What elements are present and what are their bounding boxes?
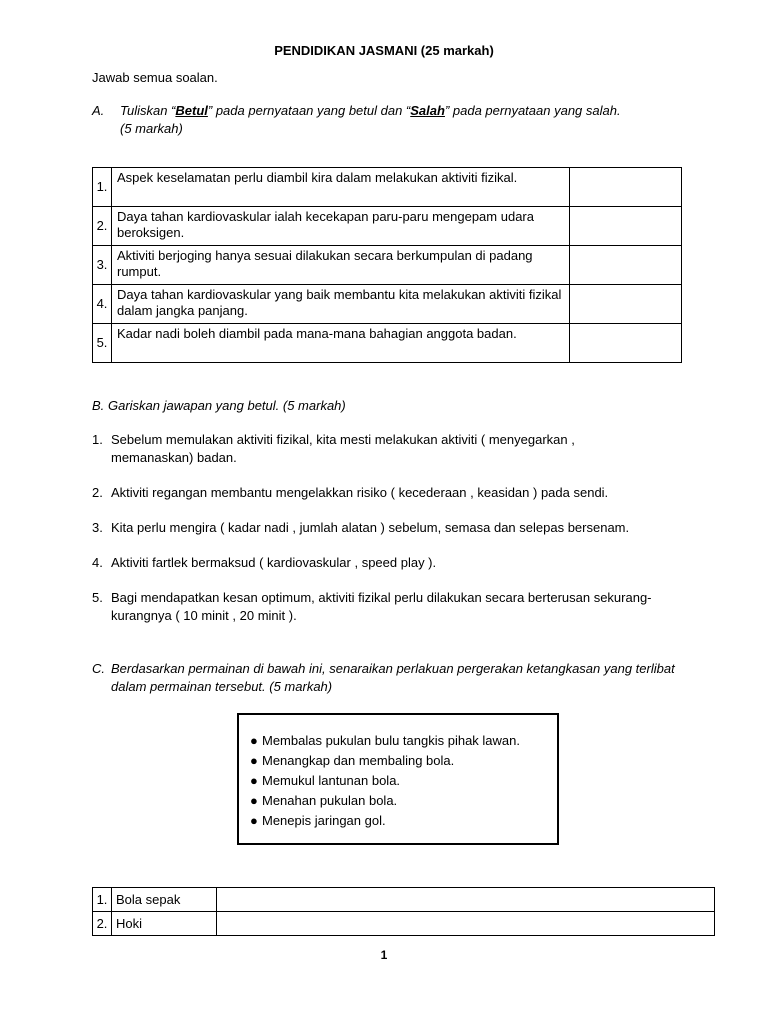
section-a-text-3: ” pada pernyataan yang salah. xyxy=(444,103,621,118)
section-a-text-2: ” pada pernyataan yang betul dan “ xyxy=(207,103,411,118)
question-number: 2. xyxy=(92,485,103,500)
option-text: Menepis jaringan gol. xyxy=(262,813,386,828)
option-text: Membalas pukulan bulu tangkis pihak lawan. xyxy=(262,733,520,748)
row-number: 1. xyxy=(93,888,112,912)
games-table xyxy=(92,887,715,936)
question-item xyxy=(92,589,712,627)
section-a-text-1: Tuliskan “ xyxy=(120,103,176,118)
game-name: Bola sepak xyxy=(112,888,217,912)
true-false-table xyxy=(92,167,682,363)
section-a-instruction xyxy=(120,102,690,138)
table-row xyxy=(93,246,682,285)
row-number: 4. xyxy=(93,285,112,324)
table-row xyxy=(93,888,715,912)
bullet-icon: ● xyxy=(250,813,258,828)
answer-cell[interactable] xyxy=(570,246,682,285)
answer-cell[interactable] xyxy=(570,168,682,207)
question-item xyxy=(92,519,712,539)
statement-text: Daya tahan kardiovaskular ialah kecekapan paru-paru mengepam udara beroksigen. xyxy=(112,207,570,246)
section-a-heading xyxy=(92,102,712,142)
section-b-heading xyxy=(92,397,712,417)
row-number: 2. xyxy=(93,912,112,936)
answer-cell[interactable] xyxy=(570,324,682,363)
true-word: Betul xyxy=(175,103,208,118)
list-item xyxy=(250,791,557,811)
false-word: Salah xyxy=(410,103,445,118)
row-number: 3. xyxy=(93,246,112,285)
list-item xyxy=(250,731,557,751)
section-b-instruction: Gariskan jawapan yang betul. (5 markah) xyxy=(108,398,346,413)
statement-text: Daya tahan kardiovaskular yang baik membantu kita melakukan aktiviti fizikal dalam jangka panjang. xyxy=(112,285,570,324)
question-text: Bagi mendapatkan kesan optimum, aktiviti fizikal perlu dilakukan secara berterusan sekurang-kurangnya ( 10 minit , 20 minit ). xyxy=(111,590,652,623)
table-row xyxy=(93,285,682,324)
section-b-label: B. xyxy=(92,398,105,413)
section-a-label: A. xyxy=(92,103,105,118)
page-title: PENDIDIKAN JASMANI (25 markah) xyxy=(274,43,494,58)
question-text: Aktiviti fartlek bermaksud ( kardiovaskular , speed play ). xyxy=(111,555,437,570)
bullet-icon: ● xyxy=(250,733,258,748)
question-item xyxy=(92,554,712,574)
instruction-text: Jawab semua soalan. xyxy=(92,70,218,85)
list-item xyxy=(250,811,557,831)
question-number: 1. xyxy=(92,432,103,447)
answer-cell[interactable] xyxy=(570,207,682,246)
section-c-instruction: Berdasarkan permainan di bawah ini, senaraikan perlakuan pergerakan ketangkasan yang terlibat dalam permainan tersebut. (5 markah) xyxy=(111,661,675,694)
question-item xyxy=(92,484,712,504)
options-list xyxy=(239,715,557,831)
answer-cell[interactable] xyxy=(217,888,715,912)
row-number: 5. xyxy=(93,324,112,363)
statement-text: Kadar nadi boleh diambil pada mana-mana bahagian anggota badan. xyxy=(112,324,570,363)
table-row xyxy=(93,168,682,207)
section-c-heading xyxy=(92,660,712,700)
question-text: Kita perlu mengira ( kadar nadi , jumlah alatan ) sebelum, semasa dan selepas bersenam. xyxy=(111,520,630,535)
question-number: 3. xyxy=(92,520,103,535)
row-number: 1. xyxy=(93,168,112,207)
bullet-icon: ● xyxy=(250,793,258,808)
table-row xyxy=(93,324,682,363)
answer-cell[interactable] xyxy=(570,285,682,324)
page-number: 1 xyxy=(380,948,388,962)
option-text: Menangkap dan membaling bola. xyxy=(262,753,455,768)
question-item xyxy=(92,431,712,469)
list-item xyxy=(250,771,557,791)
bullet-icon: ● xyxy=(250,753,258,768)
bullet-icon: ● xyxy=(250,773,258,788)
option-text: Memukul lantunan bola. xyxy=(262,773,401,788)
section-c-label: C. xyxy=(92,661,105,676)
statement-text: Aktiviti berjoging hanya sesuai dilakukan secara berkumpulan di padang rumput. xyxy=(112,246,570,285)
answer-cell[interactable] xyxy=(217,912,715,936)
question-number: 4. xyxy=(92,555,103,570)
question-number: 5. xyxy=(92,590,103,605)
statement-text: Aspek keselamatan perlu diambil kira dalam melakukan aktiviti fizikal. xyxy=(112,168,570,207)
game-name: Hoki xyxy=(112,912,217,936)
question-text: Aktiviti regangan membantu mengelakkan risiko ( kecederaan , keasidan ) pada sendi. xyxy=(111,485,609,500)
table-row xyxy=(93,207,682,246)
list-item xyxy=(250,751,557,771)
table-row xyxy=(93,912,715,936)
section-a-marks: (5 markah) xyxy=(120,121,183,136)
options-box xyxy=(237,713,559,845)
question-text: Sebelum memulakan aktiviti fizikal, kita mesti melakukan aktiviti ( menyegarkan , memanaskan) badan. xyxy=(111,432,575,465)
option-text: Menahan pukulan bola. xyxy=(262,793,398,808)
row-number: 2. xyxy=(93,207,112,246)
